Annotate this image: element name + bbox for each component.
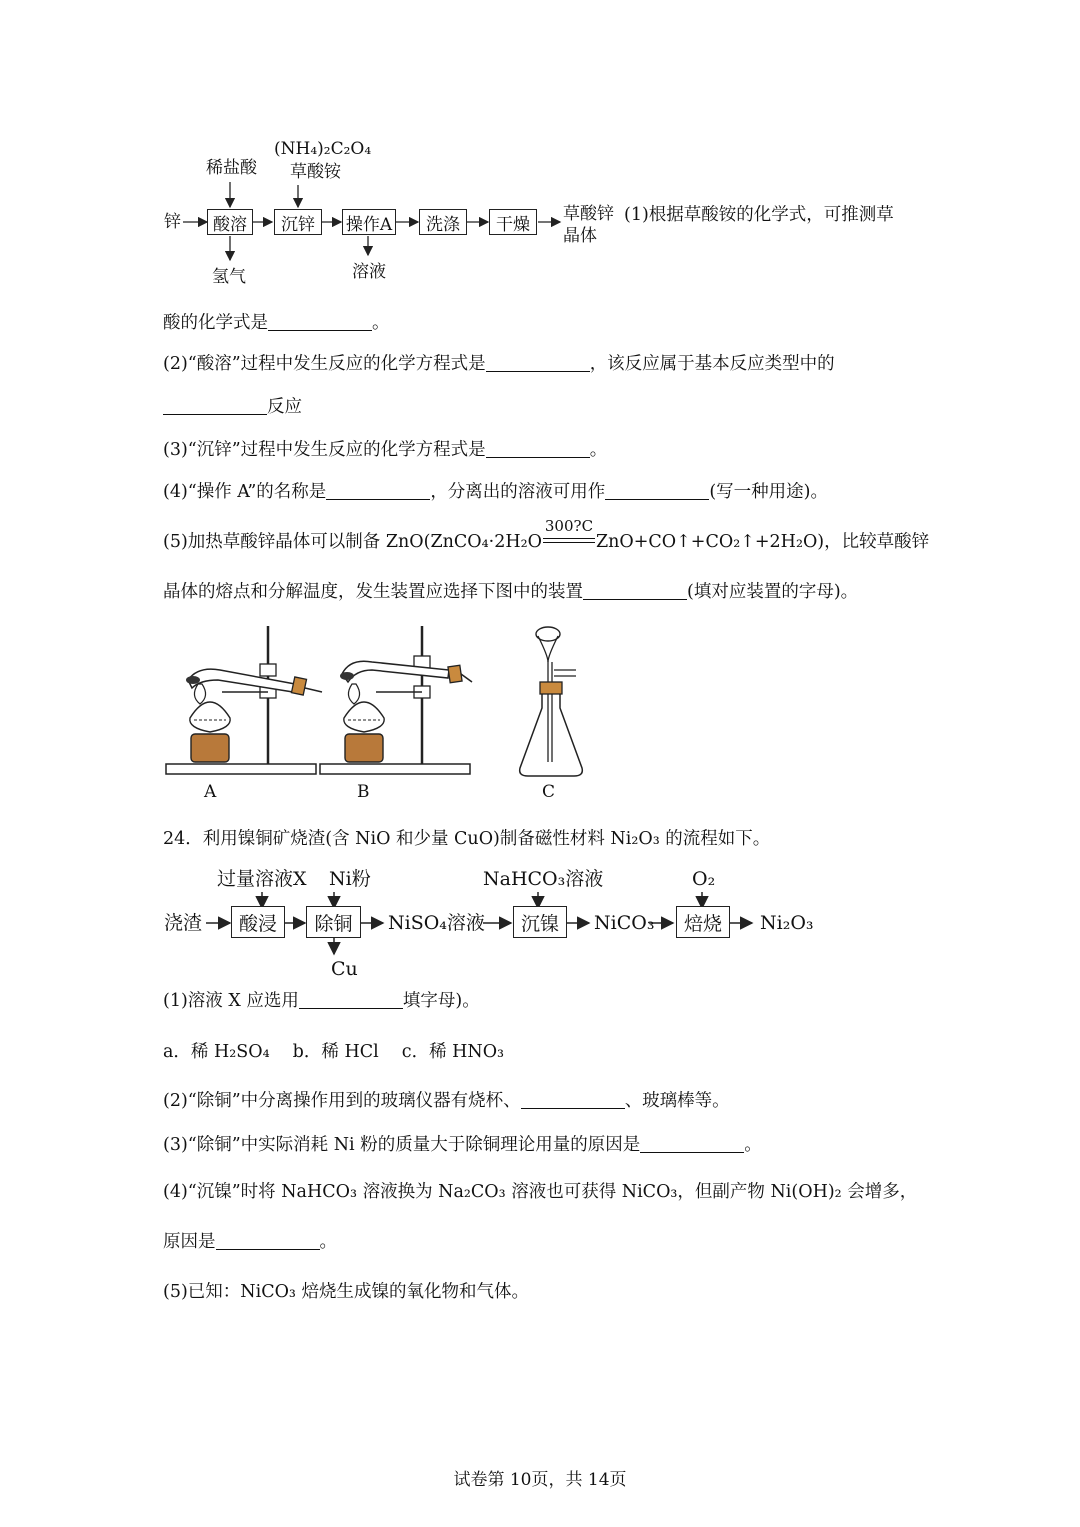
q23-p1-line: 酸的化学式是 。 bbox=[163, 313, 390, 333]
flow2-step-acid-leach: 酸浸 bbox=[231, 906, 285, 938]
flow2-input-o2: O₂ bbox=[692, 868, 716, 890]
q24-p2-blank[interactable] bbox=[521, 1090, 625, 1109]
flow2-step-roast: 焙烧 bbox=[676, 906, 730, 938]
flow1-acid-label: 稀盐酸 bbox=[206, 158, 257, 178]
flow1-solution-out: 溶液 bbox=[352, 262, 386, 282]
flow1-gas-out: 氢气 bbox=[212, 267, 246, 287]
q23-p3-line: (3)“沉锌”过程中发生反应的化学方程式是 。 bbox=[163, 440, 608, 460]
flow2-start: 浇渣 bbox=[164, 912, 203, 934]
q24-p5-line: (5)已知：NiCO₃ 焙烧生成镍的氧化物和气体。 bbox=[163, 1282, 530, 1302]
q23-p3-blank[interactable] bbox=[486, 439, 590, 458]
q23-p2-blank-equation[interactable] bbox=[486, 353, 590, 372]
q24-p2-line: (2)“除铜”中分离操作用到的玻璃仪器有烧杯、 、玻璃棒等。 bbox=[163, 1091, 730, 1111]
flow2-input-solution-x: 过量溶液X bbox=[217, 868, 307, 890]
page-footer: 试卷第 10页，共 14页 bbox=[453, 1470, 627, 1490]
q23-p4-line: (4)“操作 A”的名称是 ，分离出的溶液可用作 (写一种用途)。 bbox=[163, 482, 828, 502]
apparatus-a bbox=[166, 626, 322, 774]
flow2-end: Ni₂O₃ bbox=[760, 912, 814, 934]
q24-title: 24．利用镍铜矿烧渣(含 NiO 和少量 CuO)制备磁性材料 Ni₂O₃ 的流程如下。 bbox=[163, 829, 771, 849]
q23-p5-blank[interactable] bbox=[583, 581, 687, 600]
q23-p1-start: (1)根据草酸铵的化学式，可推测草 bbox=[624, 205, 894, 225]
q23-p5-line: (5)加热草酸锌晶体可以制备 ZnO(ZnCO₄·2H₂O 300?C ZnO+CO↑+CO₂↑+2H₂O)，比较草酸锌 bbox=[163, 517, 930, 552]
flow1-step-precipitate-zinc: 沉锌 bbox=[274, 209, 322, 235]
flow1-step-wash: 洗涤 bbox=[419, 209, 467, 235]
flow1-top-reagent-name: 草酸铵 bbox=[290, 162, 341, 182]
q23-p4-blank-use[interactable] bbox=[605, 481, 709, 500]
flow2-out-cu: Cu bbox=[331, 958, 358, 980]
q24-p1-line: (1)溶液 X 应选用 填字母)。 bbox=[163, 991, 480, 1011]
q23-p1-blank[interactable] bbox=[268, 312, 372, 331]
flow1-step-operation-a: 操作A bbox=[342, 209, 396, 235]
q23-p2-line2: 反应 bbox=[163, 395, 302, 419]
flow2-input-nahco3: NaHCO₃溶液 bbox=[483, 868, 604, 890]
q23-p4-blank-name[interactable] bbox=[326, 481, 430, 500]
apparatus-label-b: B bbox=[357, 782, 370, 802]
apparatus-b bbox=[320, 626, 472, 774]
apparatus-label-a: A bbox=[204, 782, 217, 802]
flow2-input-ni-powder: Ni粉 bbox=[329, 868, 371, 890]
flow1-step-acid-dissolve: 酸溶 bbox=[207, 209, 253, 235]
q24-p4-blank[interactable] bbox=[216, 1231, 320, 1250]
q24-p4-line: (4)“沉镍”时将 NaHCO₃ 溶液换为 Na₂CO₃ 溶液也可获得 NiCO₃，但副产物 Ni(OH)₂ 会增多， bbox=[163, 1182, 918, 1202]
q23-p2-line: (2)“酸溶”过程中发生反应的化学方程式是 ，该反应属于基本反应类型中的 bbox=[163, 354, 835, 374]
flow2-step-precipitate-ni: 沉镍 bbox=[513, 906, 567, 938]
flow2-mid-niso4: NiSO₄溶液 bbox=[388, 912, 485, 934]
q24-p3-blank[interactable] bbox=[640, 1134, 744, 1153]
flow1-start: 锌 bbox=[164, 212, 181, 232]
q23-p5-line2: 晶体的熔点和分解温度，发生装置应选择下图中的装置 (填对应装置的字母)。 bbox=[163, 582, 859, 602]
flow2-step-remove-copper: 除铜 bbox=[306, 906, 361, 938]
q24-p3-line: (3)“除铜”中实际消耗 Ni 粉的质量大于除铜理论用量的原因是 。 bbox=[163, 1135, 762, 1155]
apparatus-drawings bbox=[160, 622, 620, 792]
apparatus-c bbox=[520, 627, 583, 776]
q24-options: a．稀 H₂SO₄ b．稀 HCl c．稀 HNO₃ bbox=[163, 1042, 505, 1062]
flow1-product-line2: 晶体 bbox=[563, 226, 597, 246]
flow2-mid-nico3: NiCO₃ bbox=[594, 912, 655, 934]
flow1-step-dry: 干燥 bbox=[489, 209, 537, 235]
flow1-product-line1: 草酸锌 bbox=[563, 204, 614, 224]
q24-p4-line2: 原因是 。 bbox=[163, 1232, 337, 1252]
flow1-top-reagent-formula: (NH₄)₂C₂O₄ bbox=[274, 139, 372, 159]
q23-p5-condition: 300?C bbox=[542, 530, 596, 554]
apparatus-label-c: C bbox=[542, 782, 556, 802]
q24-p1-blank[interactable] bbox=[299, 990, 403, 1009]
q23-p2-blank-type[interactable] bbox=[163, 396, 267, 415]
